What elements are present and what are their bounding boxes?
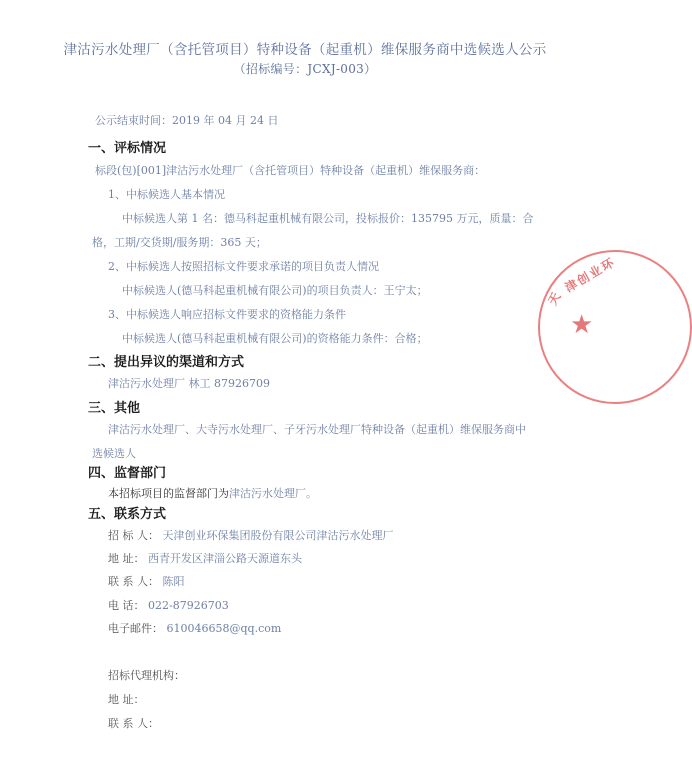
section4-text-prefix: 本招标项目的监督部门为 (108, 487, 229, 500)
seal-text: 天 (545, 290, 564, 308)
section1-item3-title: 3、中标候选人响应招标文件要求的资格能力条件 (108, 308, 346, 321)
section1-item2-text: 中标候选人(德马科起重机械有限公司)的项目负责人：王宁太； (122, 284, 428, 297)
section3-heading: 三、其他 (88, 401, 141, 416)
contact-row (108, 550, 302, 566)
section4-text-value: 津沽污水处理厂。 (229, 487, 317, 500)
contact-value: 天津创业环保集团股份有限公司津沽污水处理厂 (162, 529, 394, 542)
seal-star-icon: ★ (570, 310, 594, 340)
section2-heading: 二、提出异议的渠道和方式 (88, 355, 245, 370)
contact-row (108, 527, 394, 543)
section1-item1-text-b: 格，工期/交货期/服务期：365 天； (92, 236, 267, 249)
contact-label: 地 址： (108, 552, 145, 565)
section1-item1-title: 1、中标候选人基本情况 (108, 188, 225, 201)
contact-label: 电子邮件： (108, 622, 163, 635)
contact-value: 西青开发区津淄公路天源道东头 (148, 552, 302, 565)
contact-label: 招 标 人： (108, 529, 159, 542)
contact-row (108, 620, 281, 636)
agent-row (108, 667, 185, 683)
company-seal (538, 250, 692, 404)
seal-text-arc: 津创业环 (562, 254, 619, 295)
section5-heading: 五、联系方式 (88, 507, 167, 522)
doc-title: 津沽污水处理厂（含托管项目）特种设备（起重机）维保服务商中选候选人公示 (63, 42, 547, 58)
section2-text: 津沽污水处理厂 林工 87926709 (108, 377, 270, 390)
agent-row (108, 691, 145, 707)
agent-row (108, 715, 159, 731)
section1-heading: 一、评标情况 (88, 141, 167, 156)
contact-value: 610046658@qq.com (166, 622, 282, 635)
end-time: 公示结束时间：2019 年 04 月 24 日 (95, 114, 279, 127)
section4-heading: 四、监督部门 (88, 466, 167, 481)
section1-item2-title: 2、中标候选人按照招标文件要求承诺的项目负责人情况 (108, 260, 379, 273)
section1-intro: 标段(包)[001]津沽污水处理厂（含托管项目）特种设备（起重机）维保服务商： (95, 164, 486, 177)
contact-value: 陈阳 (162, 575, 185, 588)
section3-text-a: 津沽污水处理厂、大寺污水处理厂、子牙污水处理厂特种设备（起重机）维保服务商中 (108, 423, 526, 436)
agent-label: 地 址： (108, 693, 145, 706)
contact-label: 联 系 人： (108, 575, 159, 588)
contact-row (108, 597, 229, 613)
section1-item1-text-a: 中标候选人第 1 名：德马科起重机械有限公司，投标报价：135795 万元，质量：合 (122, 212, 534, 225)
agent-label: 联 系 人： (108, 717, 159, 730)
section1-item3-text: 中标候选人(德马科起重机械有限公司)的资格能力条件：合格； (122, 332, 428, 345)
contact-value: 022-87926703 (148, 599, 229, 612)
agent-label: 招标代理机构： (108, 669, 185, 682)
contact-label: 电 话： (108, 599, 145, 612)
doc-subtitle: （招标编号：JCXJ-003） (233, 62, 377, 76)
section4-text (108, 485, 317, 501)
section3-text-b: 选候选人 (92, 447, 136, 460)
contact-row (108, 573, 185, 589)
